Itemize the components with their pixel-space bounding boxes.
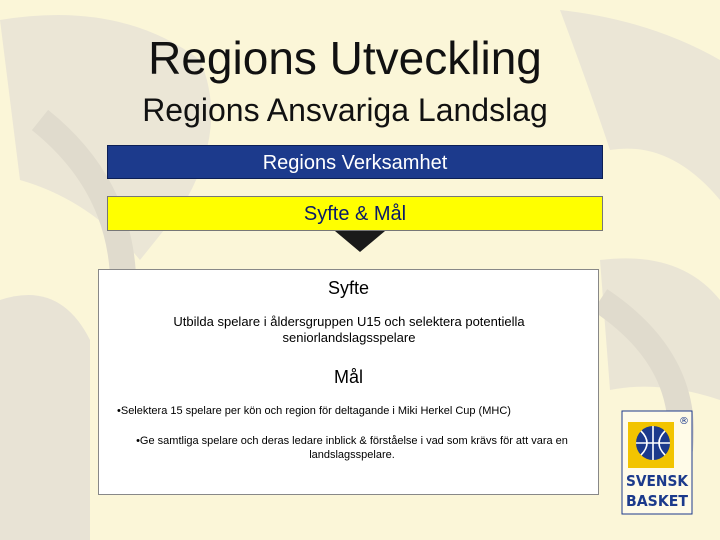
content-panel — [98, 269, 599, 495]
slide-title: Regions Utveckling — [148, 32, 542, 84]
mal-heading: Mål — [333, 367, 363, 387]
logo-text-basket: BASKET — [626, 492, 689, 510]
mal-bullet-1: •Selektera 15 spelare per kön och region för deltagande i Miki Herkel Cup (MHC) — [117, 405, 511, 417]
mal-bullet-2: •Ge samtliga spelare och deras ledare inblick & förståelse i vad som krävs för att vara en landslagsspelare. — [136, 435, 568, 461]
svensk-basket-logo — [621, 410, 693, 515]
syfte-text: Utbilda spelare i åldersgruppen U15 och selektera potentiella seniorlandslagsspelare — [173, 314, 525, 345]
logo-text-svensk: SVENSK — [626, 472, 690, 490]
logo-registered-mark: ® — [679, 416, 689, 427]
arrow-down-icon — [335, 231, 385, 253]
syfte-heading: Syfte — [327, 278, 370, 298]
regions-verksamhet-band: Regions Verksamhet — [107, 145, 603, 179]
syfte-mal-band: Syfte & Mål — [107, 196, 603, 231]
slide-subtitle: Regions Ansvariga Landslag — [142, 92, 548, 128]
